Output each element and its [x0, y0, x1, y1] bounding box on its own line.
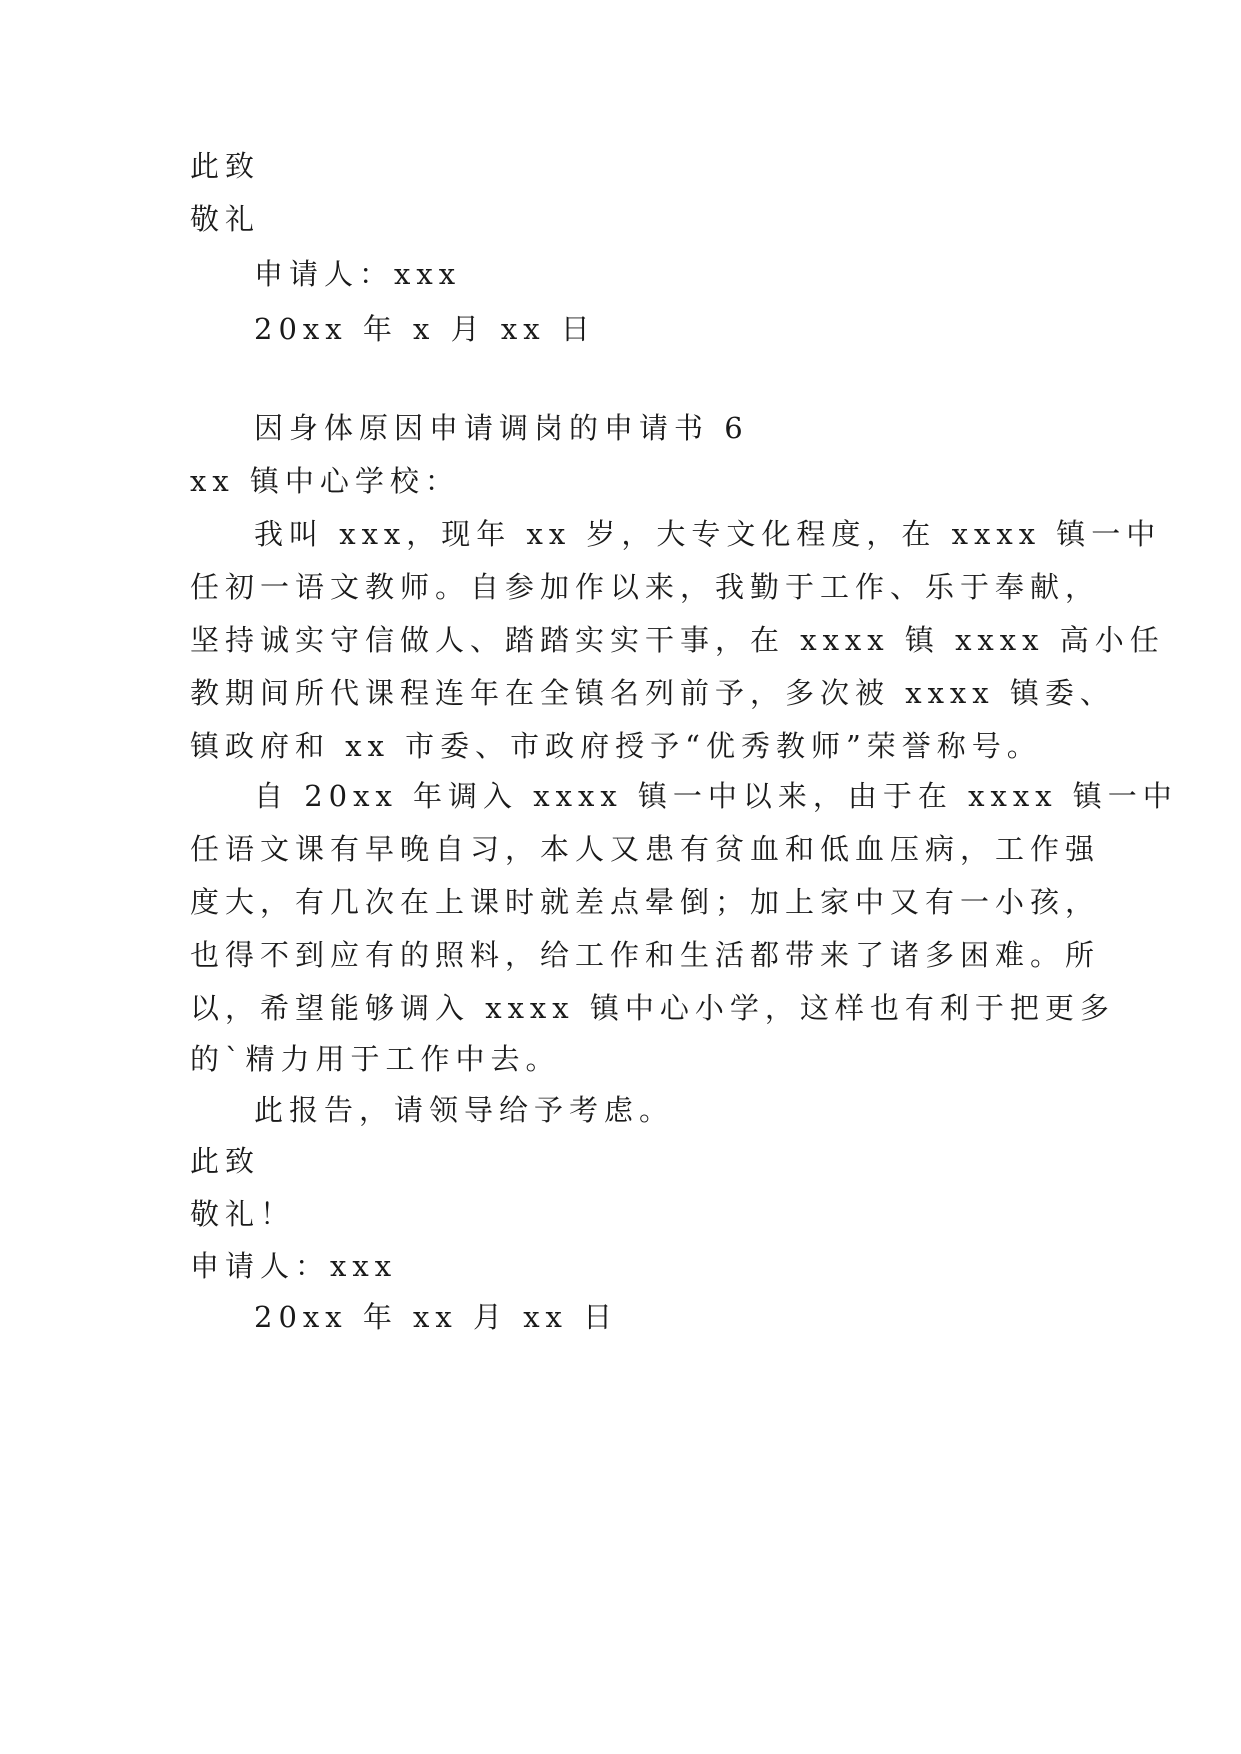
paragraph-line: 的`精力用于工作中去。 — [190, 1042, 561, 1076]
paragraph-line: 我叫 xxx，现年 xx 岁，大专文化程度，在 xxxx 镇一中 — [254, 517, 1162, 551]
letter-salutation: xx 镇中心学校： — [190, 464, 460, 498]
closing-jing-li: 敬礼！ — [190, 1197, 296, 1231]
paragraph-line: 度大，有几次在上课时就差点晕倒；加上家中又有一小孩， — [190, 885, 1101, 919]
paragraph-line: 自 20xx 年调入 xxxx 镇一中以来，由于在 xxxx 镇一中 — [254, 779, 1178, 813]
closing-date: 20xx 年 xx 月 xx 日 — [254, 1300, 619, 1334]
paragraph-line: 任语文课有早晚自习，本人又患有贫血和低血压病，工作强 — [190, 832, 1101, 866]
paragraph-line: 任初一语文教师。自参加作以来，我勤于工作、乐于奉献， — [190, 570, 1101, 604]
paragraph-line: 也得不到应有的照料，给工作和生活都带来了诸多困难。所 — [190, 938, 1101, 972]
closing-applicant: 申请人：xxx — [190, 1249, 398, 1283]
closing-jing-li: 敬礼 — [190, 202, 261, 236]
paragraph-line: 镇政府和 xx 市委、市政府授予“优秀教师”荣誉称号。 — [190, 729, 1042, 763]
letter-title: 因身体原因申请调岗的申请书 6 — [254, 411, 749, 445]
closing-ci-zhi: 此致 — [190, 1144, 261, 1178]
paragraph-3: 此报告，请领导给予考虑。 — [254, 1093, 675, 1127]
paragraph-line: 坚持诚实守信做人、踏踏实实干事，在 xxxx 镇 xxxx 高小任 — [190, 623, 1165, 657]
closing-date: 20xx 年 x 月 xx 日 — [254, 312, 596, 346]
closing-ci-zhi: 此致 — [190, 149, 261, 183]
closing-applicant: 申请人：xxx — [254, 257, 462, 291]
paragraph-line: 教期间所代课程连年在全镇名列前予，多次被 xxxx 镇委、 — [190, 676, 1115, 710]
paragraph-line: 以，希望能够调入 xxxx 镇中心小学，这样也有利于把更多 — [190, 991, 1115, 1025]
